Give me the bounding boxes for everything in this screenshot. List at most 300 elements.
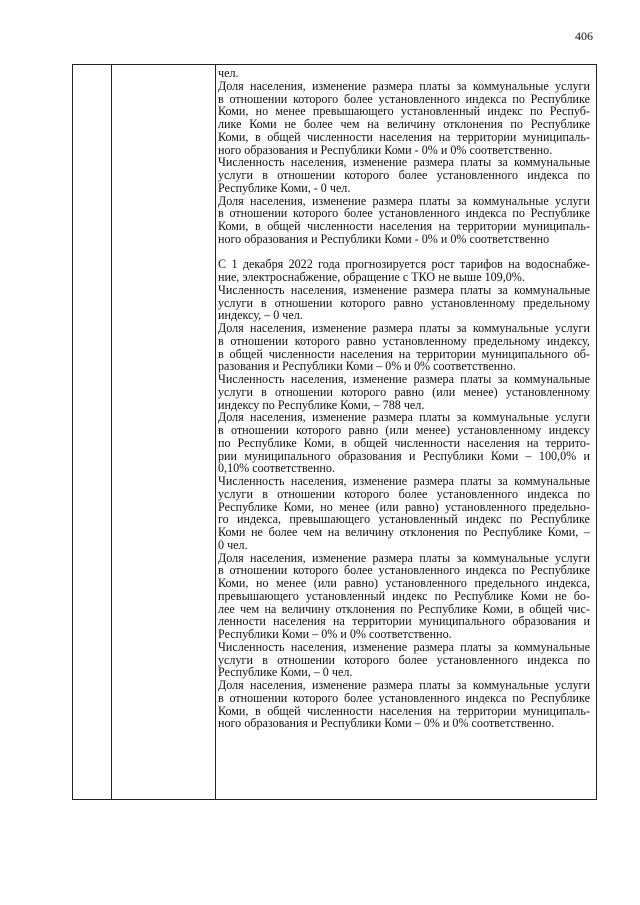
word: в xyxy=(260,295,267,310)
word: Коми, xyxy=(303,435,335,450)
word: установленного xyxy=(378,91,460,106)
word: водоснабже- xyxy=(525,257,590,272)
word: коммунальные xyxy=(472,410,549,425)
text-line xyxy=(218,692,590,705)
word: в xyxy=(218,423,224,437)
word: отношении xyxy=(229,690,288,705)
word: которого xyxy=(340,295,386,310)
word: Респуб- xyxy=(549,104,590,119)
word: населения, xyxy=(250,193,306,208)
word: коммунальные xyxy=(514,282,590,297)
word: муниципального xyxy=(418,614,506,629)
text-line: ние, электроснабжение, обращение с ТКО не выше 109,0%. xyxy=(218,270,525,284)
text-line: индексу, – 0 чел. xyxy=(218,308,303,323)
text-line: ного образования и Республики Коми - 0% и 0% соответственно xyxy=(218,231,550,246)
word: изменение xyxy=(352,474,408,488)
word: территории xyxy=(416,346,476,361)
word: Республике xyxy=(530,91,590,106)
text-line xyxy=(218,373,590,386)
word: отношении xyxy=(275,384,333,399)
word: отклонения xyxy=(335,601,395,616)
word: не xyxy=(284,117,297,131)
word: менее) xyxy=(415,423,450,437)
word: Коми, xyxy=(218,576,249,590)
word: индекса xyxy=(527,168,569,182)
word: услуги xyxy=(555,321,590,335)
word: Численность xyxy=(218,372,285,386)
word: не xyxy=(251,525,263,539)
word: более xyxy=(343,91,373,106)
word: менее xyxy=(276,576,307,590)
word: населения, xyxy=(250,78,306,93)
word: но xyxy=(255,104,269,119)
word: размера xyxy=(372,78,413,93)
word: в xyxy=(218,690,224,705)
word: по xyxy=(512,91,525,106)
word: (или xyxy=(385,423,409,437)
word: лике xyxy=(218,117,242,131)
word: индекс xyxy=(466,512,502,527)
word: более xyxy=(398,168,428,182)
word: установленного xyxy=(378,563,460,578)
word: в xyxy=(254,703,261,718)
word: индекса xyxy=(527,486,569,501)
word: изменение xyxy=(311,321,367,335)
word: Коми xyxy=(249,117,277,131)
word: на xyxy=(333,614,345,629)
text-line xyxy=(218,526,590,539)
word: 1 xyxy=(231,257,238,272)
word: Коми, xyxy=(482,601,514,616)
word: чем xyxy=(303,525,323,539)
word: Республике xyxy=(530,512,590,527)
word: размера xyxy=(372,410,413,425)
word: на xyxy=(438,219,451,233)
word: индекса xyxy=(465,690,507,705)
word: платы xyxy=(460,639,492,654)
word: населения, xyxy=(290,639,347,654)
word: отношении xyxy=(277,652,335,667)
word: муниципаль- xyxy=(522,703,590,718)
word: отклонения xyxy=(399,525,460,539)
word: по xyxy=(577,168,590,182)
word: Численность xyxy=(218,155,285,170)
word: размера xyxy=(372,321,413,335)
word: численности xyxy=(268,346,335,361)
word: и xyxy=(583,448,590,463)
word: Республике xyxy=(530,690,590,705)
word: по xyxy=(530,104,543,119)
word: по xyxy=(434,588,448,603)
word: индекса xyxy=(465,563,507,578)
word: размера xyxy=(413,282,454,297)
word: численности xyxy=(307,129,373,144)
word: размера xyxy=(372,678,413,692)
text-line xyxy=(218,169,590,182)
word: го xyxy=(218,512,229,527)
word: территории xyxy=(352,614,412,629)
word: предельно- xyxy=(532,499,590,514)
word: общей xyxy=(267,703,301,718)
word: по xyxy=(510,117,523,131)
word: муниципаль- xyxy=(522,219,590,233)
word: численности xyxy=(307,219,373,233)
word: установленного xyxy=(436,168,519,182)
word: установленного xyxy=(444,499,527,514)
word: равно xyxy=(394,384,424,399)
word: – xyxy=(525,448,532,463)
word: Республике xyxy=(454,588,514,603)
word: муниципального xyxy=(244,448,331,463)
word: Доля xyxy=(218,550,244,565)
word: лее xyxy=(218,601,235,616)
word: установленному xyxy=(431,295,516,310)
word: Коми, xyxy=(218,129,249,144)
text-line: Республики Коми – 0% и 0% соответственно. xyxy=(218,627,452,641)
word: за xyxy=(497,372,508,386)
word: Доля xyxy=(218,78,244,93)
word: (или xyxy=(432,384,456,399)
word: за xyxy=(456,410,467,425)
word: отношении xyxy=(229,206,288,221)
word: территории xyxy=(456,703,517,718)
word: на xyxy=(438,129,451,144)
word: которого xyxy=(344,168,390,182)
word: в xyxy=(262,652,268,667)
word: в xyxy=(341,435,347,450)
word: Республике xyxy=(237,435,297,450)
word: предельного xyxy=(474,576,539,590)
word: отношении xyxy=(230,333,289,348)
word: Коми, xyxy=(283,499,314,514)
word: величину xyxy=(281,601,331,616)
word: населения, xyxy=(250,321,306,335)
word: индекса, xyxy=(546,576,590,590)
word: Коми xyxy=(218,525,246,539)
word: Республике xyxy=(530,563,590,578)
word: более xyxy=(343,690,373,705)
table-cell-text xyxy=(218,67,590,730)
word: но xyxy=(255,576,269,590)
word: населения, xyxy=(290,155,347,170)
word: коммунальные xyxy=(514,372,590,386)
word: услуги xyxy=(218,295,253,310)
word: изменение xyxy=(311,550,367,565)
word: предельному xyxy=(473,333,541,348)
word: в xyxy=(262,486,268,501)
word: в xyxy=(254,219,261,233)
word: за xyxy=(497,639,508,654)
word: предельному xyxy=(523,295,590,310)
word: рост xyxy=(431,257,455,272)
word: услуги xyxy=(555,550,590,565)
text-line xyxy=(218,284,590,297)
word: 100,0% xyxy=(538,448,577,463)
word: которого xyxy=(293,206,339,221)
word: общей xyxy=(229,346,263,361)
word: которого xyxy=(293,563,339,578)
word: террито- xyxy=(545,435,590,450)
word: в xyxy=(518,601,525,616)
text-line: разования и Республики Коми – 0% и 0% соответственно. xyxy=(218,359,516,374)
word: платы xyxy=(460,474,492,488)
word: размера xyxy=(413,474,454,488)
table xyxy=(72,64,597,800)
word: платы xyxy=(419,78,451,93)
word: коммунальные xyxy=(472,193,549,208)
text-line xyxy=(218,437,590,450)
word: платы xyxy=(460,155,492,170)
word: превышающего xyxy=(218,588,299,603)
word: менее) xyxy=(463,384,498,399)
word: не xyxy=(554,588,567,603)
word: бо- xyxy=(573,588,590,603)
word: которого xyxy=(296,423,342,437)
word: Коми, xyxy=(218,703,249,718)
text-line: Республике Коми, – 0 чел. xyxy=(218,665,353,680)
word: территории xyxy=(456,219,517,233)
word: коммунальные xyxy=(514,474,590,488)
word: услуги xyxy=(555,78,590,93)
word: которого xyxy=(294,333,340,348)
word: услуги xyxy=(218,486,253,501)
word: – xyxy=(583,525,590,539)
word: установленному xyxy=(505,384,590,399)
word: чем xyxy=(240,601,260,616)
word: коммунальные xyxy=(472,550,549,565)
word: в xyxy=(261,384,267,399)
word: установленного xyxy=(378,690,460,705)
word: на xyxy=(398,346,411,361)
word: отношении xyxy=(229,91,288,106)
word: в xyxy=(262,168,268,182)
word: в xyxy=(218,346,224,361)
word: изменение xyxy=(352,372,408,386)
text-line xyxy=(218,590,590,603)
word: Республике xyxy=(482,525,543,539)
word: (или xyxy=(375,499,399,514)
text-line xyxy=(218,131,590,144)
word: отношении xyxy=(274,295,333,310)
word: платы xyxy=(460,372,492,386)
word: платы xyxy=(460,282,492,297)
text-line: чел. xyxy=(218,66,239,80)
word: отношении xyxy=(231,423,289,437)
word: которого xyxy=(293,91,339,106)
word: Доля xyxy=(218,193,244,208)
word: ленности xyxy=(218,614,266,629)
word: установленному xyxy=(382,333,467,348)
word: за xyxy=(497,282,508,297)
word: установленный xyxy=(305,588,386,603)
text-line xyxy=(218,475,590,488)
word: об- xyxy=(573,346,590,361)
word: Коми xyxy=(490,448,519,463)
word: образования xyxy=(512,614,577,629)
word: индекса xyxy=(465,206,507,221)
word: в xyxy=(218,563,224,578)
word: услуги xyxy=(555,410,590,425)
word: равно xyxy=(393,295,424,310)
text-line xyxy=(218,488,590,501)
word: равно xyxy=(346,333,377,348)
word: Республике xyxy=(218,499,278,514)
word: по xyxy=(512,206,525,221)
word: по xyxy=(577,486,590,501)
text-line: ного образования и Республики Коми – 0% и 0% соответственно. xyxy=(218,716,555,731)
word: равно) xyxy=(404,499,439,514)
word: Численность xyxy=(218,639,285,654)
word: муниципального xyxy=(481,346,568,361)
word: муниципаль- xyxy=(522,129,590,144)
word: за xyxy=(456,321,467,335)
word: более xyxy=(303,117,333,131)
word: общей xyxy=(267,129,301,144)
word: на xyxy=(438,703,451,718)
word: установленного xyxy=(385,576,467,590)
word: Численность xyxy=(218,474,285,488)
word: размера xyxy=(372,550,413,565)
column-divider-1 xyxy=(111,65,112,799)
word: более xyxy=(398,652,428,667)
word: индекс xyxy=(487,104,523,119)
word: по xyxy=(400,601,413,616)
word: но xyxy=(320,499,333,514)
word: размера xyxy=(413,155,454,170)
word: Доля xyxy=(218,321,244,335)
word: которого xyxy=(341,384,387,399)
word: индекса, xyxy=(237,512,281,527)
word: территории xyxy=(456,129,517,144)
word: за xyxy=(456,193,467,208)
word: С xyxy=(218,257,227,272)
word: по xyxy=(512,563,525,578)
word: населения xyxy=(340,346,393,361)
word: населения xyxy=(379,703,433,718)
word: за xyxy=(456,678,467,692)
word: года xyxy=(318,257,340,272)
word: за xyxy=(456,78,467,93)
word: равно xyxy=(348,423,379,437)
word: Республики xyxy=(422,448,484,463)
word: населения xyxy=(273,614,326,629)
word: 2022 xyxy=(288,257,313,272)
text-line: 0 чел. xyxy=(218,537,248,552)
word: услуги xyxy=(218,168,253,182)
word: индексу, xyxy=(546,333,590,348)
text-line: ного образования и Республики Коми - 0% и 0% соответственно. xyxy=(218,142,553,157)
word: по xyxy=(509,512,523,527)
word: населения xyxy=(379,129,433,144)
word: платы xyxy=(419,321,451,335)
word: размера xyxy=(372,193,413,208)
text-line xyxy=(218,220,590,233)
word: в xyxy=(218,206,224,221)
text-line xyxy=(218,322,590,335)
word: населения, xyxy=(250,678,306,692)
word: по xyxy=(512,690,525,705)
word: по xyxy=(218,435,231,450)
word: установленного xyxy=(436,652,519,667)
word: на xyxy=(367,117,380,131)
word: рии xyxy=(218,448,237,463)
word: в xyxy=(218,333,224,348)
word: изменение xyxy=(311,193,367,208)
word: населения, xyxy=(250,550,306,565)
word: за xyxy=(497,474,508,488)
word: коммунальные xyxy=(472,78,549,93)
word: Доля xyxy=(218,678,244,692)
word: установленному xyxy=(457,423,542,437)
word: Республике xyxy=(530,117,590,131)
word: за xyxy=(497,155,508,170)
word: населения xyxy=(467,435,520,450)
text-line: индексу по Республике Коми, – 788 чел. xyxy=(218,397,425,412)
word: более xyxy=(398,486,428,501)
word: Коми, xyxy=(218,104,249,119)
word: отношении xyxy=(277,168,335,182)
word: и xyxy=(409,448,416,463)
word: которого xyxy=(293,690,339,705)
word: декабря xyxy=(242,257,284,272)
word: величину xyxy=(386,117,436,131)
word: более xyxy=(268,525,298,539)
word: отношении xyxy=(277,486,335,501)
text-line xyxy=(218,80,590,93)
word: размера xyxy=(413,639,454,654)
word: услуги xyxy=(218,384,253,399)
word: более xyxy=(343,563,373,578)
word: тарифов xyxy=(459,257,503,272)
word: отношении xyxy=(229,563,288,578)
text-line xyxy=(218,641,590,654)
word: менее xyxy=(275,104,306,119)
word: изменение xyxy=(352,155,408,170)
word: Республике xyxy=(530,206,590,221)
word: размера xyxy=(413,372,454,386)
word: которого xyxy=(344,486,390,501)
word: платы xyxy=(419,410,451,425)
word: индекса xyxy=(465,91,507,106)
text-line xyxy=(218,118,590,131)
word: индекс xyxy=(392,588,428,603)
word: общей xyxy=(267,219,301,233)
word: на xyxy=(508,257,521,272)
word: изменение xyxy=(352,282,408,297)
word: менее xyxy=(339,499,370,514)
word: установленный xyxy=(378,512,458,527)
text-line: 0,10% соответственно. xyxy=(218,461,335,476)
word: индексу xyxy=(548,423,590,437)
word: превышающего xyxy=(289,512,371,527)
word: которого xyxy=(344,652,390,667)
word: платы xyxy=(419,193,451,208)
word: платы xyxy=(419,678,451,692)
word: Коми, xyxy=(218,219,249,233)
word: численности xyxy=(394,435,461,450)
word: коммунальные xyxy=(472,321,549,335)
word: коммунальные xyxy=(514,155,590,170)
word: за xyxy=(456,550,467,565)
word: величину xyxy=(345,525,394,539)
word: равно) xyxy=(344,576,379,590)
word: более xyxy=(343,206,373,221)
word: в xyxy=(254,129,261,144)
word: образования xyxy=(337,448,402,463)
word: Численность xyxy=(218,282,285,297)
page-number: 406 xyxy=(575,29,593,43)
word: общей xyxy=(353,435,388,450)
